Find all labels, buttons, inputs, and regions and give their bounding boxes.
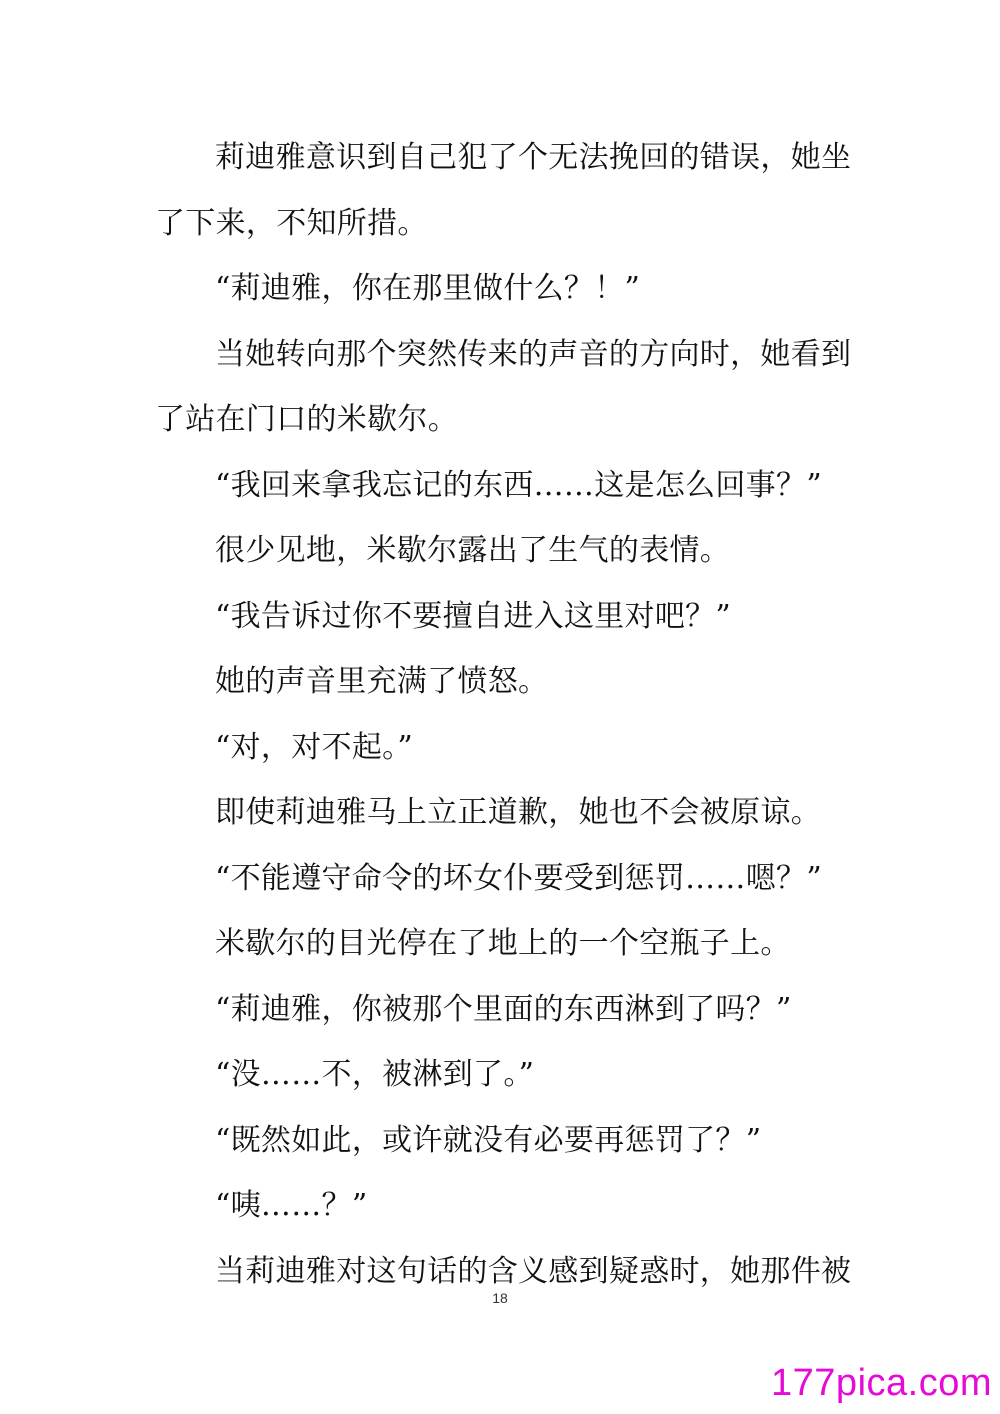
paragraph: “莉迪雅，你在那里做什么？！” — [215, 271, 641, 306]
paragraph: “没……不，被淋到了。” — [215, 1057, 535, 1092]
paragraph: 米歇尔的目光停在了地上的一个空瓶子上。 — [215, 926, 791, 961]
paragraph: “既然如此，或许就没有必要再惩罚了？” — [215, 1122, 762, 1158]
paragraph: 当她转向那个突然传来的声音的方向时，她看到了站在门口的米歇尔。 — [155, 336, 852, 437]
paragraph: “对，对不起。” — [215, 729, 414, 765]
site-watermark: 177pica.com — [771, 1362, 992, 1404]
paragraph: 即使莉迪雅马上立正道歉，她也不会被原谅。 — [215, 795, 821, 830]
paragraph: 莉迪雅意识到自己犯了个无法挽回的错误，她坐了下来，不知所措。 — [155, 140, 852, 241]
paragraph: “不能遵守命令的坏女仆要受到惩罚……嗯？” — [215, 860, 822, 896]
paragraph: “咦……？” — [215, 1188, 368, 1223]
body-text — [155, 125, 855, 1304]
page-number: 18 — [492, 1290, 508, 1306]
paragraph: “我回来拿我忘记的东西……这是怎么回事？” — [215, 467, 822, 503]
paragraph: “莉迪雅，你被那个里面的东西淋到了吗？” — [215, 991, 792, 1027]
paragraph: “我告诉过你不要擅自进入这里对吧？” — [215, 598, 732, 634]
paragraph: 很少见地，米歇尔露出了生气的表情。 — [215, 533, 731, 568]
paragraph: 她的声音里充满了愤怒。 — [215, 664, 549, 699]
paragraph: 当莉迪雅对这句话的含义感到疑惑时，她那件被 — [215, 1253, 852, 1289]
